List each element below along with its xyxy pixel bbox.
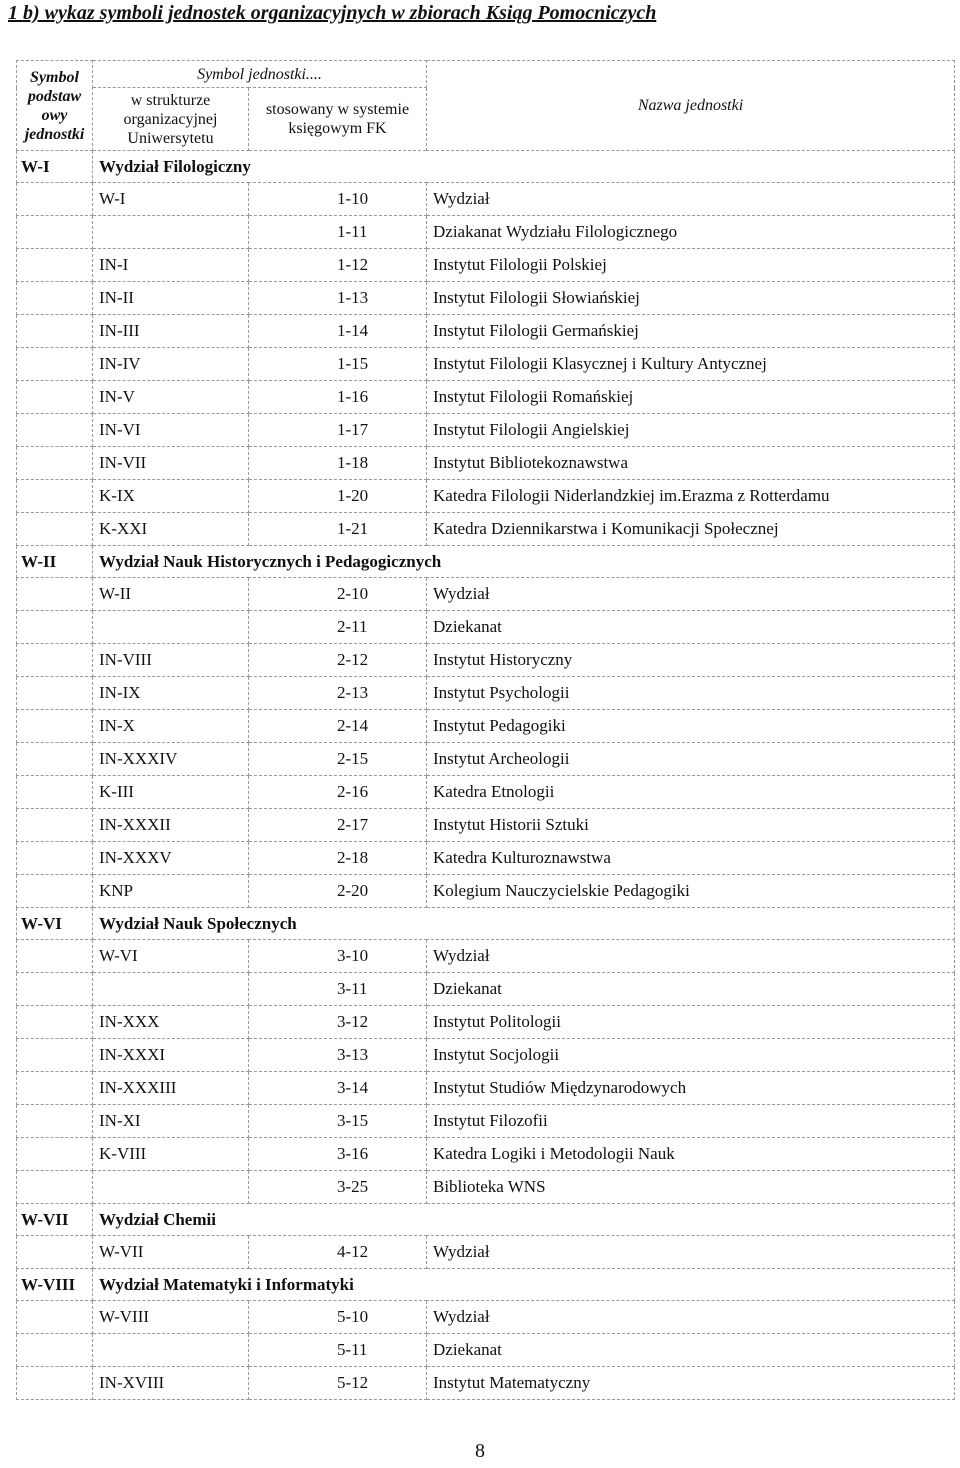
unit-fk-code: 1-21 — [249, 513, 427, 546]
faculty-symbol: W-I — [17, 151, 93, 183]
unit-row — [17, 1301, 955, 1334]
faculty-row — [17, 151, 955, 183]
unit-base-symbol — [17, 710, 93, 743]
unit-base-symbol — [17, 677, 93, 710]
unit-fk-code: 5-10 — [249, 1301, 427, 1334]
unit-name: Katedra Dziennikarstwa i Komunikacji Społecznej — [427, 513, 955, 546]
unit-base-symbol — [17, 1334, 93, 1367]
unit-struct-symbol: K-XXI — [93, 513, 249, 546]
unit-row — [17, 348, 955, 381]
unit-fk-code: 1-17 — [249, 414, 427, 447]
unit-row — [17, 743, 955, 776]
unit-row — [17, 1105, 955, 1138]
unit-struct-symbol: IN-XXXI — [93, 1039, 249, 1072]
faculty-name: Wydział Nauk Historycznych i Pedagogicznych — [93, 546, 955, 578]
unit-struct-symbol: IN-IV — [93, 348, 249, 381]
faculty-symbol: W-II — [17, 546, 93, 578]
unit-base-symbol — [17, 249, 93, 282]
unit-base-symbol — [17, 480, 93, 513]
unit-base-symbol — [17, 1039, 93, 1072]
unit-struct-symbol: IN-XXX — [93, 1006, 249, 1039]
unit-name: Instytut Pedagogiki — [427, 710, 955, 743]
unit-struct-symbol: W-VI — [93, 940, 249, 973]
header-row-top — [17, 61, 955, 88]
unit-row — [17, 249, 955, 282]
unit-row — [17, 381, 955, 414]
document-title: 1 b) wykaz symboli jednostek organizacyjnych w zbiorach Ksiąg Pomocniczych — [8, 2, 657, 24]
unit-fk-code: 2-16 — [249, 776, 427, 809]
unit-name: Instytut Matematyczny — [427, 1367, 955, 1400]
unit-name: Kolegium Nauczycielskie Pedagogiki — [427, 875, 955, 908]
unit-base-symbol — [17, 282, 93, 315]
faculty-row — [17, 1204, 955, 1236]
unit-fk-code: 2-18 — [249, 842, 427, 875]
unit-row — [17, 578, 955, 611]
unit-struct-symbol: IN-XXXIV — [93, 743, 249, 776]
unit-struct-symbol: W-I — [93, 183, 249, 216]
header-unit-name: Nazwa jednostki — [427, 61, 955, 151]
unit-base-symbol — [17, 183, 93, 216]
unit-row — [17, 447, 955, 480]
faculty-symbol: W-VI — [17, 908, 93, 940]
unit-name: Instytut Filologii Germańskiej — [427, 315, 955, 348]
unit-struct-symbol: IN-XXXV — [93, 842, 249, 875]
unit-name: Instytut Filologii Romańskiej — [427, 381, 955, 414]
unit-row — [17, 414, 955, 447]
faculty-name: Wydział Matematyki i Informatyki — [93, 1269, 955, 1301]
faculty-row — [17, 546, 955, 578]
unit-base-symbol — [17, 381, 93, 414]
unit-name: Katedra Logiki i Metodologii Nauk — [427, 1138, 955, 1171]
unit-row — [17, 513, 955, 546]
unit-row — [17, 1236, 955, 1269]
unit-struct-symbol: IN-XXXIII — [93, 1072, 249, 1105]
unit-name: Katedra Filologii Niderlandzkiej im.Erazma z Rotterdamu — [427, 480, 955, 513]
unit-fk-code: 1-11 — [249, 216, 427, 249]
unit-row — [17, 710, 955, 743]
unit-name: Wydział — [427, 183, 955, 216]
unit-struct-symbol: W-VIII — [93, 1301, 249, 1334]
unit-name: Instytut Historii Sztuki — [427, 809, 955, 842]
unit-base-symbol — [17, 809, 93, 842]
unit-struct-symbol: IN-I — [93, 249, 249, 282]
unit-row — [17, 183, 955, 216]
unit-fk-code: 3-13 — [249, 1039, 427, 1072]
unit-base-symbol — [17, 875, 93, 908]
unit-struct-symbol — [93, 216, 249, 249]
unit-struct-symbol: W-VII — [93, 1236, 249, 1269]
unit-base-symbol — [17, 644, 93, 677]
unit-fk-code: 5-11 — [249, 1334, 427, 1367]
unit-name: Biblioteka WNS — [427, 1171, 955, 1204]
header-org-structure: w strukturze organizacyjnej Uniwersytetu — [93, 88, 249, 151]
unit-row — [17, 1334, 955, 1367]
unit-struct-symbol: IN-IX — [93, 677, 249, 710]
unit-row — [17, 973, 955, 1006]
unit-fk-code: 2-11 — [249, 611, 427, 644]
unit-fk-code: 3-12 — [249, 1006, 427, 1039]
unit-name: Instytut Historyczny — [427, 644, 955, 677]
unit-fk-code: 3-16 — [249, 1138, 427, 1171]
unit-name: Instytut Studiów Międzynarodowych — [427, 1072, 955, 1105]
unit-row — [17, 809, 955, 842]
unit-name: Wydział — [427, 1236, 955, 1269]
unit-struct-symbol — [93, 1171, 249, 1204]
unit-struct-symbol: K-III — [93, 776, 249, 809]
unit-row — [17, 1171, 955, 1204]
faculty-name: Wydział Nauk Społecznych — [93, 908, 955, 940]
unit-fk-code: 3-14 — [249, 1072, 427, 1105]
unit-name: Instytut Filologii Słowiańskiej — [427, 282, 955, 315]
unit-fk-code: 2-13 — [249, 677, 427, 710]
unit-base-symbol — [17, 578, 93, 611]
unit-name: Instytut Politologii — [427, 1006, 955, 1039]
unit-name: Dziakanat Wydziału Filologicznego — [427, 216, 955, 249]
unit-base-symbol — [17, 973, 93, 1006]
unit-base-symbol — [17, 1006, 93, 1039]
unit-row — [17, 875, 955, 908]
unit-base-symbol — [17, 743, 93, 776]
unit-struct-symbol: K-VIII — [93, 1138, 249, 1171]
unit-row — [17, 644, 955, 677]
unit-struct-symbol: W-II — [93, 578, 249, 611]
unit-struct-symbol: IN-III — [93, 315, 249, 348]
unit-base-symbol — [17, 1301, 93, 1334]
unit-fk-code: 1-18 — [249, 447, 427, 480]
unit-base-symbol — [17, 1138, 93, 1171]
unit-fk-code: 3-11 — [249, 973, 427, 1006]
unit-row — [17, 315, 955, 348]
unit-row — [17, 216, 955, 249]
unit-struct-symbol: K-IX — [93, 480, 249, 513]
unit-base-symbol — [17, 513, 93, 546]
unit-name: Wydział — [427, 578, 955, 611]
unit-struct-symbol — [93, 973, 249, 1006]
unit-fk-code: 2-12 — [249, 644, 427, 677]
unit-fk-code: 1-12 — [249, 249, 427, 282]
unit-fk-code: 3-10 — [249, 940, 427, 973]
unit-row — [17, 842, 955, 875]
unit-name: Wydział — [427, 1301, 955, 1334]
unit-base-symbol — [17, 1072, 93, 1105]
unit-base-symbol — [17, 1367, 93, 1400]
unit-name: Instytut Psychologii — [427, 677, 955, 710]
unit-name: Instytut Filologii Angielskiej — [427, 414, 955, 447]
unit-base-symbol — [17, 1105, 93, 1138]
unit-row — [17, 1138, 955, 1171]
unit-name: Instytut Filozofii — [427, 1105, 955, 1138]
unit-base-symbol — [17, 1236, 93, 1269]
unit-base-symbol — [17, 315, 93, 348]
unit-name: Dziekanat — [427, 973, 955, 1006]
unit-struct-symbol: IN-VIII — [93, 644, 249, 677]
faculty-name: Wydział Filologiczny — [93, 151, 955, 183]
unit-base-symbol — [17, 348, 93, 381]
unit-name: Wydział — [427, 940, 955, 973]
unit-struct-symbol: IN-II — [93, 282, 249, 315]
unit-row — [17, 611, 955, 644]
unit-name: Katedra Kulturoznawstwa — [427, 842, 955, 875]
unit-base-symbol — [17, 414, 93, 447]
unit-row — [17, 677, 955, 710]
faculty-symbol: W-VII — [17, 1204, 93, 1236]
unit-base-symbol — [17, 940, 93, 973]
units-table-body — [17, 151, 955, 1400]
unit-fk-code: 1-14 — [249, 315, 427, 348]
faculty-name: Wydział Chemii — [93, 1204, 955, 1236]
unit-fk-code: 1-10 — [249, 183, 427, 216]
header-fk-system: stosowany w systemie księgowym FK — [249, 88, 427, 151]
unit-name: Instytut Archeologii — [427, 743, 955, 776]
header-base-symbol: Symbol podstaw owy jednostki — [17, 61, 93, 151]
unit-fk-code: 5-12 — [249, 1367, 427, 1400]
faculty-row — [17, 1269, 955, 1301]
unit-struct-symbol — [93, 611, 249, 644]
unit-fk-code: 1-13 — [249, 282, 427, 315]
unit-base-symbol — [17, 216, 93, 249]
unit-name: Dziekanat — [427, 611, 955, 644]
unit-fk-code: 2-20 — [249, 875, 427, 908]
unit-struct-symbol: IN-V — [93, 381, 249, 414]
units-table — [16, 60, 955, 1400]
unit-struct-symbol: KNP — [93, 875, 249, 908]
unit-name: Instytut Filologii Klasycznej i Kultury Antycznej — [427, 348, 955, 381]
unit-name: Instytut Socjologii — [427, 1039, 955, 1072]
unit-row — [17, 1367, 955, 1400]
unit-row — [17, 480, 955, 513]
unit-base-symbol — [17, 611, 93, 644]
unit-name: Instytut Bibliotekoznawstwa — [427, 447, 955, 480]
unit-fk-code: 1-16 — [249, 381, 427, 414]
faculty-symbol: W-VIII — [17, 1269, 93, 1301]
unit-struct-symbol — [93, 1334, 249, 1367]
unit-fk-code: 2-10 — [249, 578, 427, 611]
unit-struct-symbol: IN-XXXII — [93, 809, 249, 842]
unit-fk-code: 3-25 — [249, 1171, 427, 1204]
unit-struct-symbol: IN-XI — [93, 1105, 249, 1138]
unit-struct-symbol: IN-XVIII — [93, 1367, 249, 1400]
unit-row — [17, 282, 955, 315]
unit-name: Katedra Etnologii — [427, 776, 955, 809]
unit-base-symbol — [17, 447, 93, 480]
unit-fk-code: 3-15 — [249, 1105, 427, 1138]
header-unit-symbol-group: Symbol jednostki.... — [93, 61, 427, 88]
unit-fk-code: 2-14 — [249, 710, 427, 743]
unit-struct-symbol: IN-X — [93, 710, 249, 743]
unit-base-symbol — [17, 842, 93, 875]
unit-fk-code: 2-17 — [249, 809, 427, 842]
unit-fk-code: 2-15 — [249, 743, 427, 776]
unit-name: Instytut Filologii Polskiej — [427, 249, 955, 282]
unit-struct-symbol: IN-VI — [93, 414, 249, 447]
page-number: 8 — [475, 1440, 485, 1462]
unit-name: Dziekanat — [427, 1334, 955, 1367]
unit-fk-code: 1-20 — [249, 480, 427, 513]
unit-row — [17, 1072, 955, 1105]
unit-row — [17, 776, 955, 809]
unit-fk-code: 4-12 — [249, 1236, 427, 1269]
unit-row — [17, 940, 955, 973]
unit-struct-symbol: IN-VII — [93, 447, 249, 480]
unit-fk-code: 1-15 — [249, 348, 427, 381]
faculty-row — [17, 908, 955, 940]
unit-row — [17, 1006, 955, 1039]
unit-row — [17, 1039, 955, 1072]
unit-base-symbol — [17, 1171, 93, 1204]
unit-base-symbol — [17, 776, 93, 809]
